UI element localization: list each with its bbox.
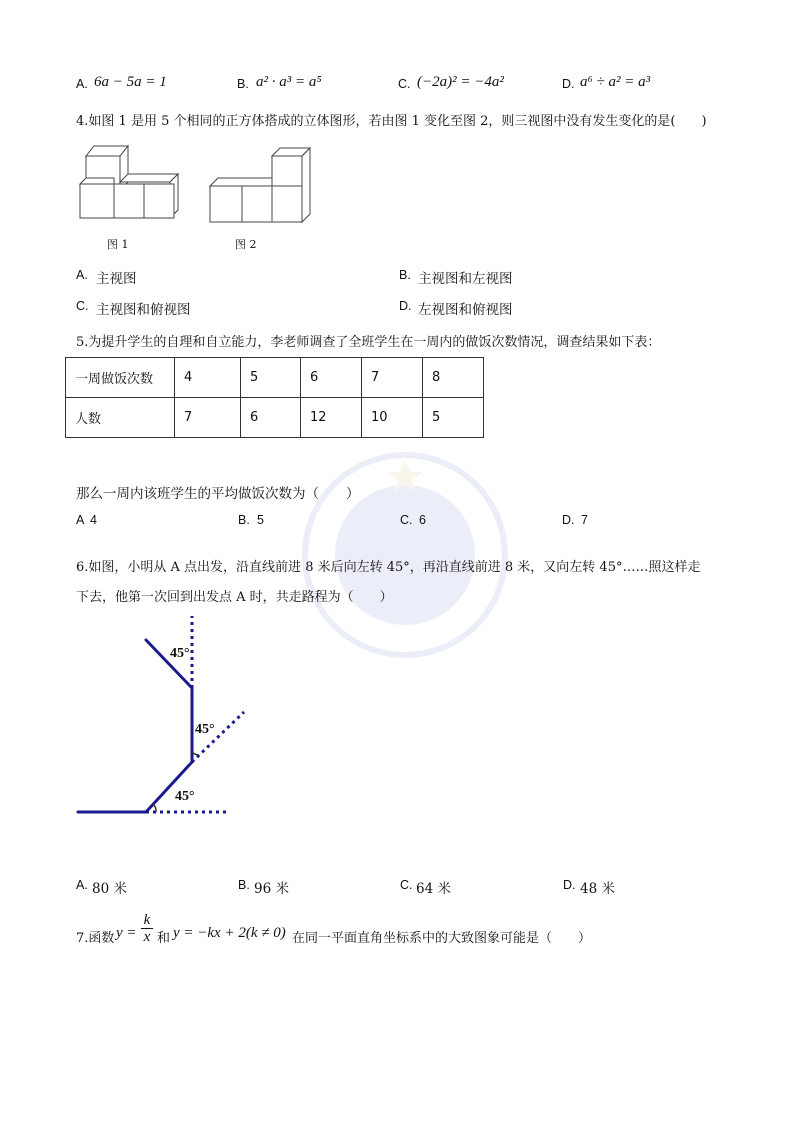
q6-option-a-text: 80 米 — [92, 881, 127, 897]
q5-option-a-label[interactable]: A — [76, 513, 85, 527]
table-cell: 4 — [175, 358, 241, 398]
q5-option-c-label[interactable]: C. — [400, 513, 413, 527]
q7-fraction — [141, 912, 153, 946]
q6-option-a-label[interactable]: A. — [76, 878, 88, 892]
q6-option-d-label[interactable]: D. — [563, 878, 576, 892]
q5-stem: 5.为提升学生的自理和自立能力，李老师调查了全班学生在一周内的做饭次数情况，调查结果如下表： — [76, 335, 661, 350]
q3-option-c-label[interactable]: C. — [398, 77, 411, 91]
q4-option-a-text: 主视图 — [96, 271, 137, 287]
q3-option-a-expr: 6a − 5a = 1 — [94, 74, 167, 90]
q3-option-c-expr: (−2a)² = −4a² — [417, 74, 504, 90]
table-cell: 8 — [423, 358, 484, 398]
table-cell: 7 — [362, 358, 423, 398]
q4-fig2-caption: 图 2 — [235, 238, 257, 251]
q4-option-c-label[interactable]: C. — [76, 299, 89, 313]
q3-option-b-expr: a² · a³ = a⁵ — [256, 74, 322, 90]
q4-stem: 4.如图 1 是用 5 个相同的正方体搭成的立体图形，若由图 1 变化至图 2，则三视图中没有发生变化的是( ) — [76, 114, 707, 129]
q4-figure-1 — [76, 142, 186, 224]
table-row — [66, 358, 484, 398]
q7-fraction-numerator: k — [141, 912, 153, 929]
q3-option-b-label[interactable]: B. — [237, 77, 249, 91]
table-cell-header: 人数 — [66, 398, 175, 438]
q4-fig1-caption: 图 1 — [107, 238, 129, 251]
q4-option-d-label[interactable]: D. — [399, 299, 412, 313]
q7-prefix: 7.函数 — [76, 931, 115, 946]
q7-conjunction: 和 — [157, 931, 171, 946]
q5-option-d-label[interactable]: D. — [562, 513, 575, 527]
q5-option-b-text: 5 — [257, 513, 264, 527]
q6-angle-label-middle: 45° — [195, 722, 215, 737]
table-cell: 5 — [423, 398, 484, 438]
q6-option-b-text: 96 米 — [254, 881, 289, 897]
q4-option-c-text: 主视图和俯视图 — [96, 302, 191, 318]
q5-option-d-text: 7 — [581, 513, 588, 527]
q6-option-d-text: 48 米 — [580, 881, 615, 897]
table-row — [66, 398, 484, 438]
q4-option-b-label[interactable]: B. — [399, 268, 411, 282]
q3-option-d-expr: a⁶ ÷ a² = a³ — [580, 74, 651, 90]
table-cell: 6 — [241, 398, 301, 438]
q6-option-c-label[interactable]: C. — [400, 878, 413, 892]
q6-option-b-label[interactable]: B. — [238, 878, 250, 892]
q6-angle-label-top: 45° — [170, 646, 190, 661]
q5-option-a-text: 4 — [90, 513, 97, 527]
q6-stem-line1: 6.如图，小明从 A 点出发，沿直线前进 8 米后向左转 45°，再沿直线前进 8 米，又向左转 45°……照这样走 — [76, 560, 701, 575]
q7-func2: y = −kx + 2(k ≠ 0) — [173, 925, 286, 941]
table-cell: 5 — [241, 358, 301, 398]
q4-option-d-text: 左视图和俯视图 — [418, 302, 513, 318]
q5-data-table — [65, 357, 484, 438]
q4-option-b-text: 主视图和左视图 — [418, 271, 513, 287]
q6-option-c-text: 64 米 — [416, 881, 451, 897]
q5-question: 那么一周内该班学生的平均做饭次数为（ ） — [76, 486, 360, 502]
q7-fraction-denominator: x — [143, 929, 151, 945]
q5-option-c-text: 6 — [419, 513, 426, 527]
table-cell: 12 — [301, 398, 362, 438]
q3-option-a-label[interactable]: A. — [76, 77, 88, 91]
q7-suffix: 在同一平面直角坐标系中的大致图象可能是（ ） — [292, 931, 592, 946]
q7-func1-lhs: y = — [116, 925, 137, 941]
table-cell: 6 — [301, 358, 362, 398]
q5-option-b-label[interactable]: B. — [238, 513, 250, 527]
table-cell-header: 一周做饭次数 — [66, 358, 175, 398]
q6-stem-line2: 下去，他第一次回到出发点 A 时，共走路程为（ ） — [76, 590, 393, 605]
q3-option-d-label[interactable]: D. — [562, 77, 575, 91]
q4-option-a-label[interactable]: A. — [76, 268, 88, 282]
q6-angle-label-bottom: 45° — [175, 789, 195, 804]
q4-figure-2 — [206, 146, 316, 226]
q6-path-diagram — [70, 612, 260, 822]
table-cell: 10 — [362, 398, 423, 438]
watermark-logo — [290, 440, 520, 670]
table-cell: 7 — [175, 398, 241, 438]
